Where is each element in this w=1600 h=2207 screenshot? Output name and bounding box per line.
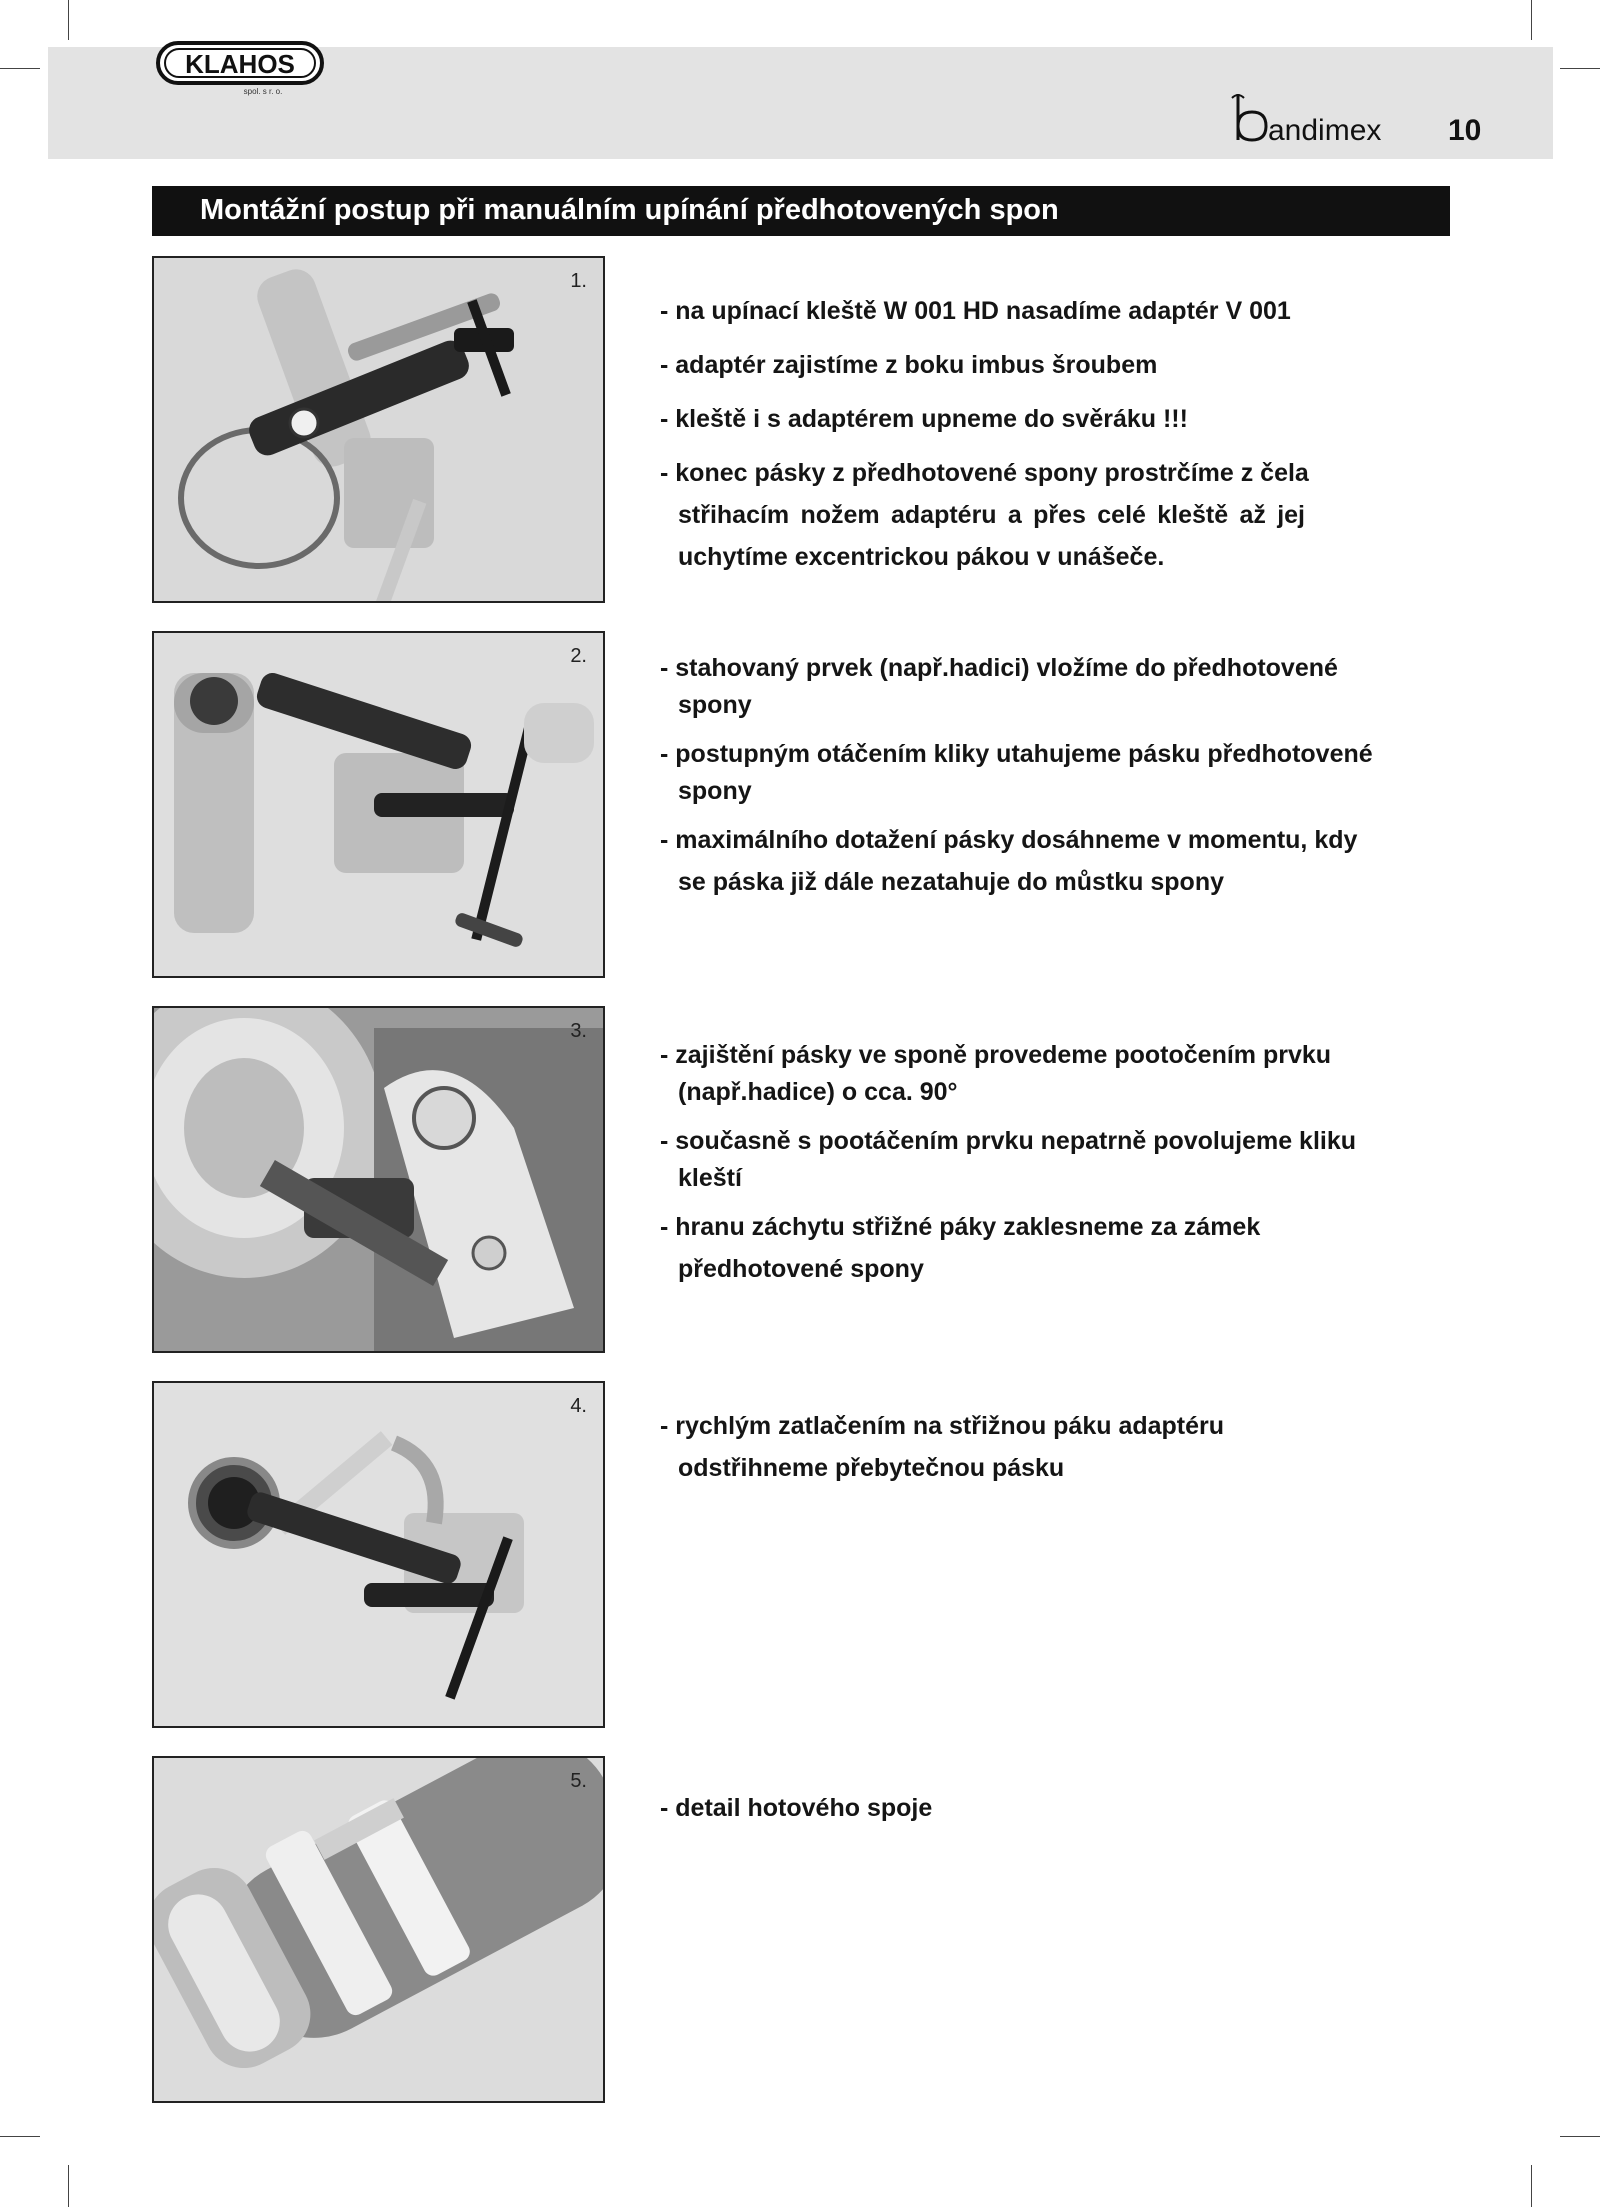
crop-mark [68,0,69,40]
step-1-photo [152,256,605,603]
crop-mark [68,2165,69,2207]
step-2-line: se páska již dále nezatahuje do můstku spony [678,868,1224,896]
step-2-line: - stahovaný prvek (např.hadici) vložíme do předhotovené [660,654,1338,682]
step-3-line: - zajištění pásky ve sponě provedeme pootočením prvku [660,1041,1332,1069]
step-1-line: střihacím nožem adaptéru a přes celé kleště až jej [678,501,1305,529]
step-2-line: spony [678,777,752,805]
step-2-line: spony [678,691,752,719]
locking-detail-image [154,1008,603,1351]
step-1-line: - na upínací kleště W 001 HD nasadíme adaptér V 001 [660,297,1291,325]
crop-mark [1531,2165,1532,2207]
step-4-line: odstřihneme přebytečnou pásku [678,1454,1065,1482]
klahos-logo-subtext: spol. s r. o. [243,87,283,96]
step-4-number: 4. [570,1395,587,1417]
cutting-band-image [154,1383,603,1726]
step-5-number: 5. [570,1770,587,1792]
step-2-line: - maximálního dotažení pásky dosáhneme v momentu, kdy [660,826,1358,854]
step-1-line: - konec pásky z předhotovené spony prostrčíme z čela [660,459,1309,487]
step-3-line: - současně s pootáčením prvku nepatrně povolujeme kliku [660,1127,1357,1155]
step-1-line: - adaptér zajistíme z boku imbus šroubem [660,351,1158,379]
crop-mark [1560,2136,1600,2137]
bandimex-logo [1228,90,1443,152]
step-2-photo [152,631,605,978]
klahos-logo-text: KLAHOS [185,49,295,79]
step-3-line: předhotovené spony [678,1255,924,1283]
bandimex-logo-text: andimex [1268,114,1382,147]
step-2-text [660,647,1420,903]
crop-mark [1531,0,1532,40]
step-3-line: (např.hadice) o cca. 90° [678,1078,958,1106]
step-4-line: - rychlým zatlačením na střižnou páku adaptéru [660,1412,1225,1440]
step-5-line: - detail hotového spoje [660,1794,933,1822]
crop-mark [1560,68,1600,69]
finished-joint-image [154,1758,603,2101]
step-3-number: 3. [570,1020,587,1042]
section-title-bar [152,186,1450,236]
step-1-text [660,290,1420,578]
step-2-line: - postupným otáčením kliky utahujeme pásku předhotovené [660,740,1373,768]
step-4-text [660,1405,1420,1489]
step-1-number: 1. [570,270,587,292]
step-4-photo [152,1381,605,1728]
tool-in-vise-image [154,258,603,601]
crop-mark [0,2136,40,2137]
step-1-line: uchytíme excentrickou pákou v unášeče. [678,543,1165,571]
page-number: 10 [1448,114,1482,147]
step-5-photo [152,1756,605,2103]
step-2-number: 2. [570,645,587,667]
step-1-line: - kleště i s adaptérem upneme do svěráku !!! [660,405,1188,433]
klahos-logo [155,40,325,100]
crop-mark [0,68,40,69]
step-5-text [660,1787,1420,1829]
step-3-text [660,1034,1420,1290]
step-3-line: kleští [678,1164,742,1192]
tightening-hose-image [154,633,603,976]
step-3-photo [152,1006,605,1353]
step-3-line: - hranu záchytu střižné páky zaklesneme za zámek [660,1213,1261,1241]
page-title: Montážní postup při manuálním upínání předhotovených spon [200,194,1059,226]
